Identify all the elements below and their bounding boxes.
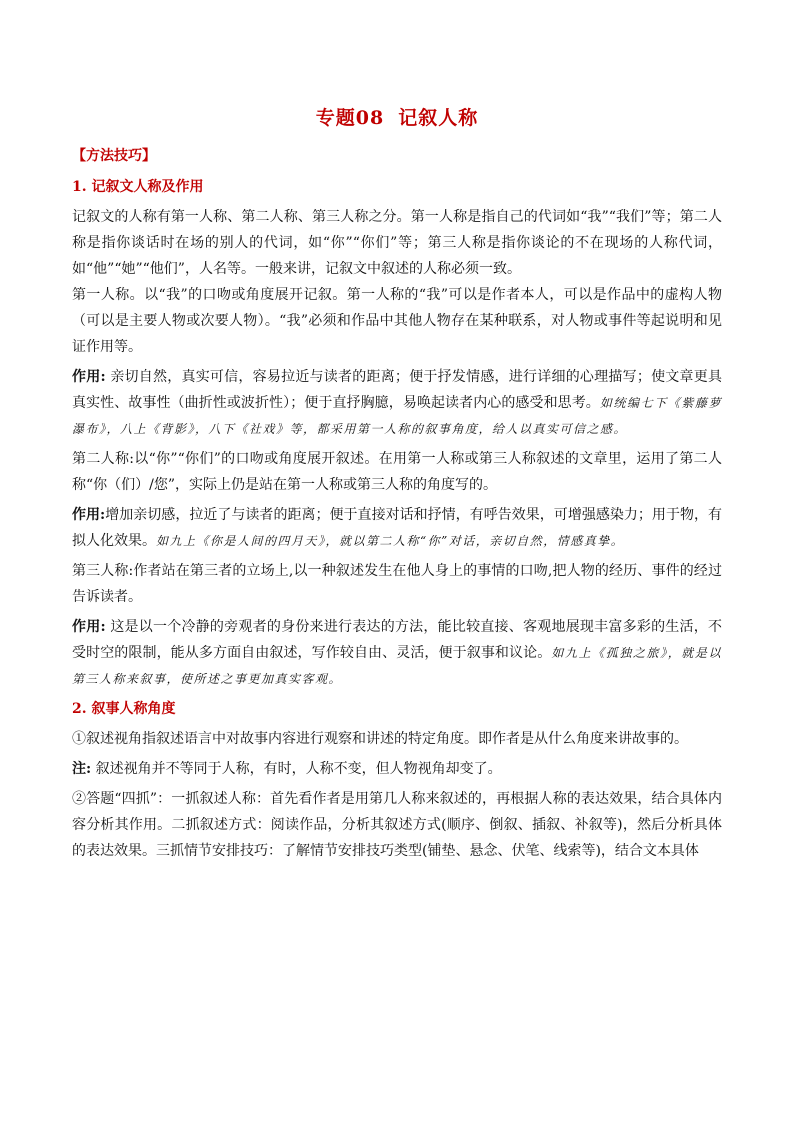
example-note: 如九上《你是人间的四月天》，就以第二人称“你”对话，亲切自然，情感真挚。 [156,534,625,548]
third-person-effect [72,614,722,692]
section1-intro: 记叙文的人称有第一人称、第二人称、第三人称之分。第一人称是指自己的代词如“我”“我们”等；第二人称是指你谈话时在场的别人的代词，如“你”“你们”等；第三人称是指你谈论的不在现场的人称代词，如“他”“她”“他们”，人名等。一般来讲，记叙文中叙述的人称必须一致。 [72,209,722,277]
section1-heading: 1. 记叙文人称及作用 [72,179,204,195]
effect-text: 这是以一个冷静的旁观者的身份来进行表达的方法，能比较直接、客观地展现丰富多彩的生活，不受时空的限制，能从多方面自由叙述，写作较自由、灵活，便于叙事和议论。 [72,619,723,661]
title-main: 记叙人称 [398,107,479,129]
effect-text: 增加亲切感，拉近了与读者的距离；便于直接对话和抒情，有呼告效果，可增强感染力；用于物，有拟人化效果。 [72,507,723,549]
point-one: ①叙述视角指叙述语言中对故事内容进行观察和讲述的特定角度。即作者是从什么角度来讲故事的。 [72,731,688,747]
point-two: ②答题“四抓”：一抓叙述人称：首先看作者是用第几人称来叙述的，再根据人称的表达效果，结合具体内容分析其作用。二抓叙述方式：阅读作品，分析其叙述方式(顺序、倒叙、插叙、补叙等)，然后分析具体的表达效果。三抓情节安排技巧：了解情节安排技巧类型(铺垫、悬念、伏笔、线索等)，结合文本具体 [72,791,722,859]
effect-text: 亲切自然，真实可信，容易拉近与读者的距离；便于抒发情感，进行详细的心理描写；使文章更具真实性、故事性（曲折性或波折性）；便于直抒胸臆，易唤起读者内心的感受和思考。 [72,369,723,411]
page-title [72,103,722,130]
note-label: 注: [72,761,92,777]
example-note: 如九上《孤独之旅》，就是以第三人称来叙事，使所述之事更加真实客观。 [72,646,722,686]
effect-label: 作用: [72,619,106,635]
first-person-effect [72,364,722,442]
first-person-paragraph: 第一人称。以“我”的口吻或角度展开记叙。第一人称的“我”可以是作者本人，可以是作品中的虚构人物（可以是主要人物或次要人物）。“我”必须和作品中其他人物存在某种联系，对人物或事件等起说明和见证作用等。 [72,287,722,355]
second-person-effect [72,502,722,554]
note-text: 叙述视角并不等同于人称，有时，人称不变，但人物视角却变了。 [91,761,502,777]
document-body [72,174,722,864]
effect-label: 作用: [72,507,106,523]
section2-heading: 2. 叙事人称角度 [72,701,176,717]
note-paragraph [72,756,722,782]
third-person-paragraph: 第三人称:作者站在第三者的立场上,以一种叙述发生在他人身上的事情的口吻,把人物的经历、事件的经过告诉读者。 [72,563,722,605]
section-tag: 【方法技巧】 [72,148,156,164]
second-person-paragraph: 第二人称:以“你”“你们”的口吻或角度展开叙述。在用第一人称或第三人称叙述的文章里，运用了第二人称“你（们）/您”，实际上仍是站在第一人称或第三人称的角度写的。 [72,451,722,493]
effect-label: 作用: [72,369,106,385]
title-prefix: 专题08 [315,107,385,129]
example-note: 如统编七下《紫藤萝瀑布》，八上《背影》，八下《社戏》等，都采用第一人称的叙事角度，给人以真实可信之感。 [72,396,722,436]
